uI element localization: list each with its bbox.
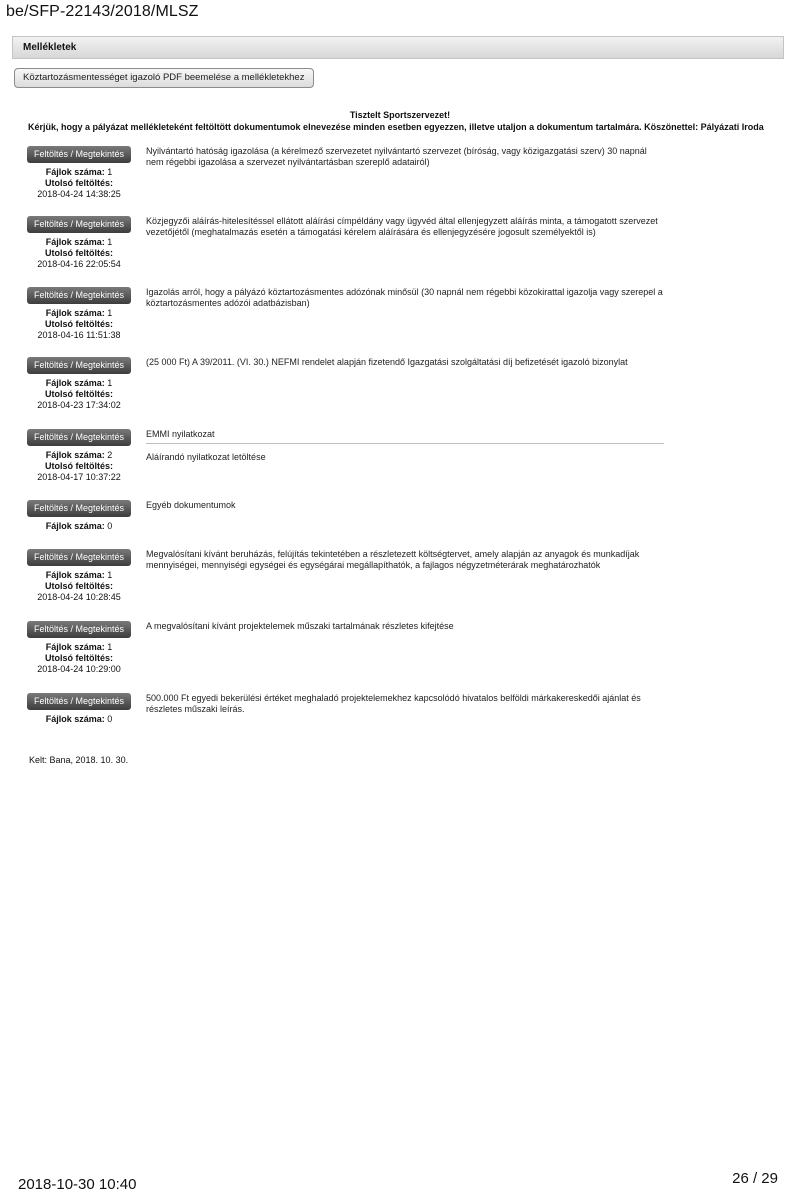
attachment-description: Egyéb dokumentumok [146,500,236,510]
footer-datetime: 2018-10-30 10:40 [18,1176,137,1193]
file-count-label: Fájlok száma: [45,570,105,580]
upload-view-button[interactable]: Feltöltés / Megtekintés [27,357,131,374]
last-upload-value: 2018-04-24 10:28:45 [37,592,121,602]
notice-text: Kérjük, hogy a pályázat mellékleteként feltöltött dokumentumok elnevezése minden esetben egyezzen, illetve utaljon a dokumentum tartalmára. Köszönettel: Pályázati Iroda [28,122,764,132]
pdf-import-button[interactable]: Köztartozásmentességet igazoló PDF beemelése a mellékletekhez [14,68,314,88]
last-upload-label: Utolsó feltöltés: [44,319,113,329]
last-upload-value: 2018-04-24 10:29:00 [37,664,121,674]
last-upload-label: Utolsó feltöltés: [44,461,113,471]
attachment-description: Közjegyzői aláírás-hitelesítéssel ellátott aláírási címpéldány vagy ügyvéd által ellenjegyzett aláírás minta, a támogatott szervezet vezetőjétől (meghatalmazás esetén a támogatási kérelem aláírására és ellenjegyzésére jogosult személyektől is) [146,216,658,237]
attachment-meta [27,714,131,725]
attachment-meta [27,237,131,270]
file-count-value: 1 [107,167,113,177]
attachment-meta [27,378,131,411]
attachment-meta [27,450,131,483]
place-and-date: Kelt: Bana, 2018. 10. 30. [29,755,129,765]
file-count-label: Fájlok száma: [45,521,105,531]
attachment-meta [27,642,131,675]
file-count-value: 1 [107,378,113,388]
file-count-label: Fájlok száma: [45,714,105,724]
file-count-value: 0 [107,714,113,724]
attachment-description: Igazolás arról, hogy a pályázó köztartozásmentes adózónak minősül (30 napnál nem régebbi közokirattal igazolja vagy szerepel a köztartozásmentes adózói adatbázisban) [146,287,663,308]
upload-view-button[interactable]: Feltöltés / Megtekintés [27,216,131,233]
upload-view-button[interactable]: Feltöltés / Megtekintés [27,146,131,163]
file-count-value: 1 [107,570,113,580]
file-count-label: Fájlok száma: [45,308,105,318]
file-count-label: Fájlok száma: [45,378,105,388]
attachment-meta [27,167,131,200]
upload-view-button[interactable]: Feltöltés / Megtekintés [27,287,131,304]
document-id: be/SFP-22143/2018/MLSZ [6,3,199,20]
file-count-label: Fájlok száma: [45,167,105,177]
last-upload-label: Utolsó feltöltés: [44,248,113,258]
file-count-value: 1 [107,308,113,318]
last-upload-label: Utolsó feltöltés: [44,581,113,591]
section-title: Mellékletek [23,42,77,53]
page-number: 26 / 29 [732,1170,778,1187]
attachment-description: Megvalósítani kívánt beruházás, felújítás tekintetében a részletezett költségtervet, amely alapján az anyagok és munkadíjak mennyiségei, mennyiségi egységei és egységárai megállapíthatók, a fajlagos négyzetméterárak meghatározhatók [146,549,640,570]
file-count-value: 1 [107,237,113,247]
file-count-label: Fájlok száma: [45,450,105,460]
file-count-value: 1 [107,642,113,652]
last-upload-label: Utolsó feltöltés: [44,389,113,399]
upload-view-button[interactable]: Feltöltés / Megtekintés [27,429,131,446]
description-divider [146,443,664,444]
upload-view-button[interactable]: Feltöltés / Megtekintés [27,549,131,566]
section-header [12,36,784,59]
last-upload-value: 2018-04-24 14:38:25 [37,189,121,199]
file-count-label: Fájlok száma: [45,642,105,652]
attachment-description: Nyilvántartó hatóság igazolása (a kérelmező szervezetet nyilvántartó szervezet (bíróság, vagy közigazgatási szerv) 30 napnál nem régebbi igazolása a szervezet nyilvántartásban szereplő adatairól) [146,146,647,167]
attachment-meta [27,570,131,603]
file-count-label: Fájlok száma: [45,237,105,247]
last-upload-value: 2018-04-17 10:37:22 [37,472,121,482]
attachment-description: 500.000 Ft egyedi bekerülési értéket meghaladó projektelemekhez kapcsolódó hivatalos belföldi márkakereskedői ajánlat és részletes műszaki leírás. [146,693,641,714]
attachment-description: EMMI nyilatkozat [146,429,215,439]
last-upload-value: 2018-04-16 11:51:38 [37,330,121,340]
attachment-meta [27,521,131,532]
file-count-value: 2 [107,450,113,460]
notice-greeting: Tisztelt Sportszervezet! [349,110,451,120]
attachment-description: (25 000 Ft) A 39/2011. (VI. 30.) NEFMI rendelet alapján fizetendő Igazgatási szolgáltatási díj befizetését igazoló bizonylat [146,357,628,367]
last-upload-label: Utolsó feltöltés: [44,653,113,663]
last-upload-label: Utolsó feltöltés: [44,178,113,188]
upload-view-button[interactable]: Feltöltés / Megtekintés [27,621,131,638]
last-upload-value: 2018-04-16 22:05:54 [37,259,121,269]
upload-view-button[interactable]: Feltöltés / Megtekintés [27,693,131,710]
attachment-description: A megvalósítani kívánt projektelemek műszaki tartalmának részletes kifejtése [146,621,454,631]
attachment-meta [27,308,131,341]
file-count-value: 0 [107,521,113,531]
attachment-description-block [146,429,666,463]
last-upload-value: 2018-04-23 17:34:02 [37,400,121,410]
download-statement-link[interactable]: Aláírandó nyilatkozat letöltése [146,452,266,462]
upload-view-button[interactable]: Feltöltés / Megtekintés [27,500,131,517]
